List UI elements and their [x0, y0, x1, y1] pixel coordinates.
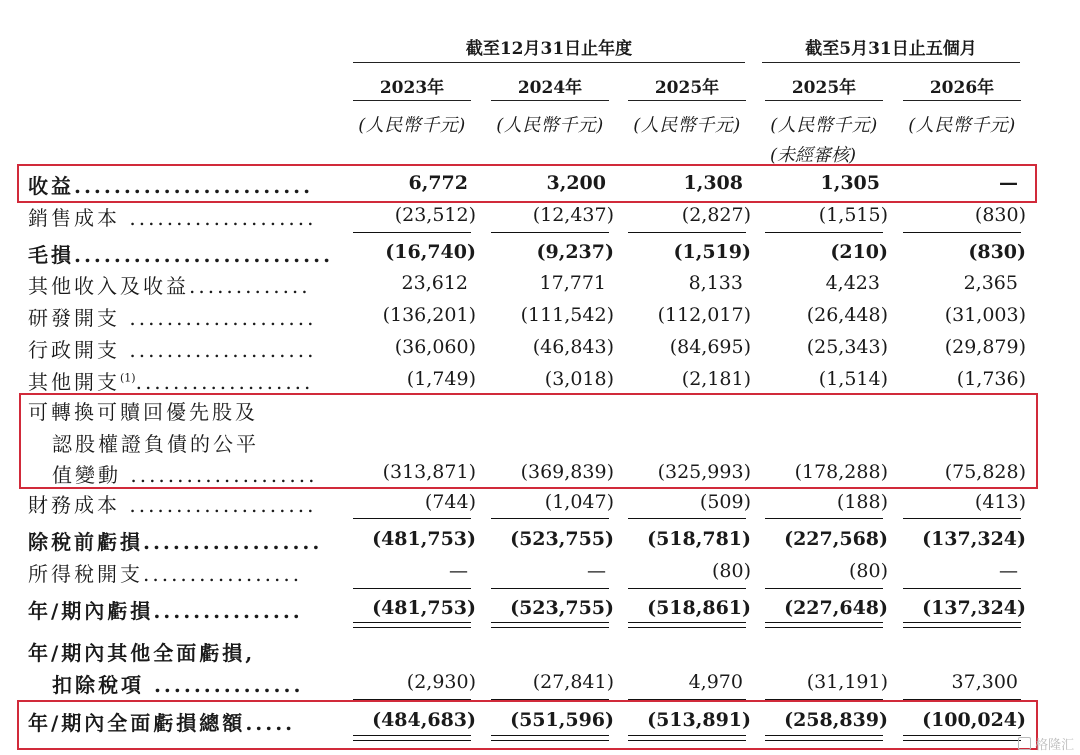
- double-underline-1-col-5: [903, 622, 1021, 628]
- unit-col-3: (人民幣千元): [633, 115, 741, 136]
- footnote-marker: (1): [120, 371, 136, 385]
- row-fair-value-val-2: (369,839): [520, 461, 614, 483]
- row-income-tax-val-1: —: [449, 560, 468, 582]
- row-fair-value-val-5: (75,828): [944, 461, 1026, 483]
- row-total-comprehensive-loss-val-3: (513,891): [647, 709, 751, 731]
- row-admin-expenses-val-4: (25,343): [806, 336, 888, 358]
- row-revenue-val-2: 3,200: [546, 172, 606, 194]
- row-label-fair-value-line-3: 值變動 ....................: [52, 463, 318, 487]
- double-underline-1-col-2: [491, 622, 609, 628]
- row-other-expenses-val-3: (2,181): [681, 368, 751, 390]
- row-admin-expenses-val-1: (36,060): [394, 336, 476, 358]
- year-col-1: 2023年: [379, 78, 445, 98]
- highlight-box-total-comprehensive-loss: [17, 700, 1038, 750]
- row-label-other-income: 其他收入及收益.............: [28, 274, 311, 298]
- unit-col-5: (人民幣千元): [908, 115, 1016, 136]
- subtotal-line-1-col-5: [903, 232, 1021, 233]
- row-label-loss-before-tax: 除稅前虧損..................: [28, 530, 323, 554]
- row-other-comprehensive-loss-val-1: (2,930): [406, 671, 476, 693]
- row-revenue-val-1: 6,772: [408, 172, 468, 194]
- row-loss-before-tax-val-1: (481,753): [372, 528, 476, 550]
- highlight-box-revenue: [17, 164, 1037, 203]
- subtotal-line-1-col-1: [353, 232, 471, 233]
- row-total-comprehensive-loss-val-2: (551,596): [510, 709, 614, 731]
- highlight-box-fair-value: [19, 393, 1038, 489]
- row-gross-loss-val-4: (210): [830, 241, 888, 263]
- row-rnd-expenses-val-3: (112,017): [657, 304, 751, 326]
- row-finance-costs-val-5: (413): [974, 491, 1026, 513]
- row-rnd-expenses-val-1: (136,201): [382, 304, 476, 326]
- row-rnd-expenses-val-5: (31,003): [944, 304, 1026, 326]
- row-loss-for-period-val-3: (518,861): [647, 597, 751, 619]
- year-col-4-line: [765, 100, 883, 101]
- year-col-3-line: [628, 100, 746, 101]
- row-rnd-expenses-val-2: (111,542): [520, 304, 614, 326]
- year-col-4: 2025年: [791, 78, 857, 98]
- row-gross-loss-val-3: (1,519): [673, 241, 751, 263]
- header-group-five-months: 截至5月31日止五個月: [805, 39, 977, 59]
- row-label-other-comprehensive-loss-line-1: 年/期內其他全面虧損,: [28, 641, 256, 665]
- row-total-comprehensive-loss-val-4: (258,839): [784, 709, 888, 731]
- row-label-fair-value-line-1: 可轉換可贖回優先股及: [28, 400, 258, 424]
- row-admin-expenses-val-5: (29,879): [944, 336, 1026, 358]
- row-loss-before-tax-val-2: (523,755): [510, 528, 614, 550]
- subtotal-line-3-col-3: [628, 588, 746, 589]
- row-total-comprehensive-loss-val-1: (484,683): [372, 709, 476, 731]
- subtotal-line-1-col-3: [628, 232, 746, 233]
- row-income-tax-val-2: —: [587, 560, 606, 582]
- row-fair-value-val-4: (178,288): [794, 461, 888, 483]
- row-revenue-val-3: 1,308: [683, 172, 743, 194]
- row-loss-before-tax-val-4: (227,568): [784, 528, 888, 550]
- unit-col-4: (人民幣千元): [770, 115, 878, 136]
- subtotal-line-2-col-4: [765, 518, 883, 519]
- row-label-other-comprehensive-loss-line-2: 扣除稅項 ...............: [52, 673, 304, 697]
- row-other-expenses-val-4: (1,514): [818, 368, 888, 390]
- row-other-expenses-val-2: (3,018): [544, 368, 614, 390]
- subtotal-line-2-col-2: [491, 518, 609, 519]
- row-admin-expenses-val-2: (46,843): [532, 336, 614, 358]
- row-gross-loss-val-1: (16,740): [385, 241, 476, 263]
- unit-col-2: (人民幣千元): [496, 115, 604, 136]
- year-col-5-line: [903, 100, 1021, 101]
- row-other-expenses-val-1: (1,749): [406, 368, 476, 390]
- row-label-gross-loss: 毛損..........................: [28, 243, 334, 267]
- row-label-rnd-expenses: 研發開支 ....................: [28, 306, 317, 330]
- row-label-loss-for-period: 年/期內虧損...............: [28, 599, 303, 623]
- row-other-income-val-1: 23,612: [401, 272, 468, 294]
- row-other-comprehensive-loss-val-4: (31,191): [806, 671, 888, 693]
- row-loss-for-period-val-1: (481,753): [372, 597, 476, 619]
- row-label-cost-of-sales: 銷售成本 ....................: [28, 206, 317, 230]
- year-col-3: 2025年: [654, 78, 720, 98]
- row-income-tax-val-5: —: [999, 560, 1018, 582]
- row-revenue-val-5: —: [999, 172, 1018, 194]
- row-other-comprehensive-loss-val-3: 4,970: [688, 671, 743, 693]
- row-label-finance-costs: 財務成本 ....................: [28, 493, 317, 517]
- year-col-5: 2026年: [929, 78, 995, 98]
- double-underline-1-col-4: [765, 622, 883, 628]
- row-other-comprehensive-loss-val-5: 37,300: [951, 671, 1018, 693]
- subtotal-line-2-col-3: [628, 518, 746, 519]
- row-label-revenue: 收益........................: [28, 174, 314, 198]
- row-gross-loss-val-2: (9,237): [536, 241, 614, 263]
- unaudited-note: (未經審核): [770, 145, 857, 166]
- year-col-2: 2024年: [517, 78, 583, 98]
- row-finance-costs-val-3: (509): [699, 491, 751, 513]
- row-cost-of-sales-val-1: (23,512): [394, 204, 476, 226]
- row-finance-costs-val-4: (188): [836, 491, 888, 513]
- row-cost-of-sales-val-2: (12,437): [532, 204, 614, 226]
- row-loss-for-period-val-2: (523,755): [510, 597, 614, 619]
- subtotal-line-2-col-1: [353, 518, 471, 519]
- header-group-fiscal-year-line: [353, 62, 745, 63]
- row-admin-expenses-val-3: (84,695): [669, 336, 751, 358]
- row-rnd-expenses-val-4: (26,448): [806, 304, 888, 326]
- header-group-fiscal-year: 截至12月31日止年度: [465, 39, 633, 59]
- subtotal-line-1-col-2: [491, 232, 609, 233]
- row-income-tax-val-4: (80): [848, 560, 888, 582]
- row-income-tax-val-3: (80): [711, 560, 751, 582]
- row-label-other-expenses: 其他開支$^{(1)}$...................: [28, 370, 314, 394]
- subtotal-line-2-col-5: [903, 518, 1021, 519]
- row-loss-before-tax-val-3: (518,781): [647, 528, 751, 550]
- row-gross-loss-val-5: (830): [968, 241, 1026, 263]
- subtotal-line-3-col-5: [903, 588, 1021, 589]
- row-other-comprehensive-loss-val-2: (27,841): [532, 671, 614, 693]
- row-loss-for-period-val-4: (227,648): [784, 597, 888, 619]
- row-revenue-val-4: 1,305: [820, 172, 880, 194]
- row-finance-costs-val-2: (1,047): [544, 491, 614, 513]
- row-cost-of-sales-val-5: (830): [974, 204, 1026, 226]
- row-other-income-val-5: 2,365: [963, 272, 1018, 294]
- row-fair-value-val-1: (313,871): [382, 461, 476, 483]
- row-label-admin-expenses: 行政開支 ....................: [28, 338, 317, 362]
- row-fair-value-val-3: (325,993): [657, 461, 751, 483]
- row-label-total-comprehensive-loss: 年/期內全面虧損總額.....: [28, 711, 296, 735]
- double-underline-1-col-1: [353, 622, 471, 628]
- double-underline-1-col-3: [628, 622, 746, 628]
- watermark: 格隆汇: [1018, 734, 1074, 753]
- subtotal-line-3-col-4: [765, 588, 883, 589]
- row-finance-costs-val-1: (744): [424, 491, 476, 513]
- row-total-comprehensive-loss-val-5: (100,024): [922, 709, 1026, 731]
- row-other-expenses-val-5: (1,736): [956, 368, 1026, 390]
- year-col-1-line: [353, 100, 471, 101]
- year-col-2-line: [491, 100, 609, 101]
- row-other-income-val-2: 17,771: [539, 272, 606, 294]
- row-label-fair-value-line-2: 認股權證負債的公平: [52, 432, 259, 456]
- row-other-income-val-3: 8,133: [688, 272, 743, 294]
- subtotal-line-3-col-1: [353, 588, 471, 589]
- row-cost-of-sales-val-4: (1,515): [818, 204, 888, 226]
- row-loss-before-tax-val-5: (137,324): [922, 528, 1026, 550]
- row-loss-for-period-val-5: (137,324): [922, 597, 1026, 619]
- row-cost-of-sales-val-3: (2,827): [681, 204, 751, 226]
- row-label-income-tax: 所得稅開支.................: [28, 562, 303, 586]
- subtotal-line-3-col-2: [491, 588, 609, 589]
- row-other-income-val-4: 4,423: [825, 272, 880, 294]
- unit-col-1: (人民幣千元): [358, 115, 466, 136]
- header-group-five-months-line: [762, 62, 1020, 63]
- watermark-logo-icon: [1018, 737, 1031, 750]
- subtotal-line-1-col-4: [765, 232, 883, 233]
